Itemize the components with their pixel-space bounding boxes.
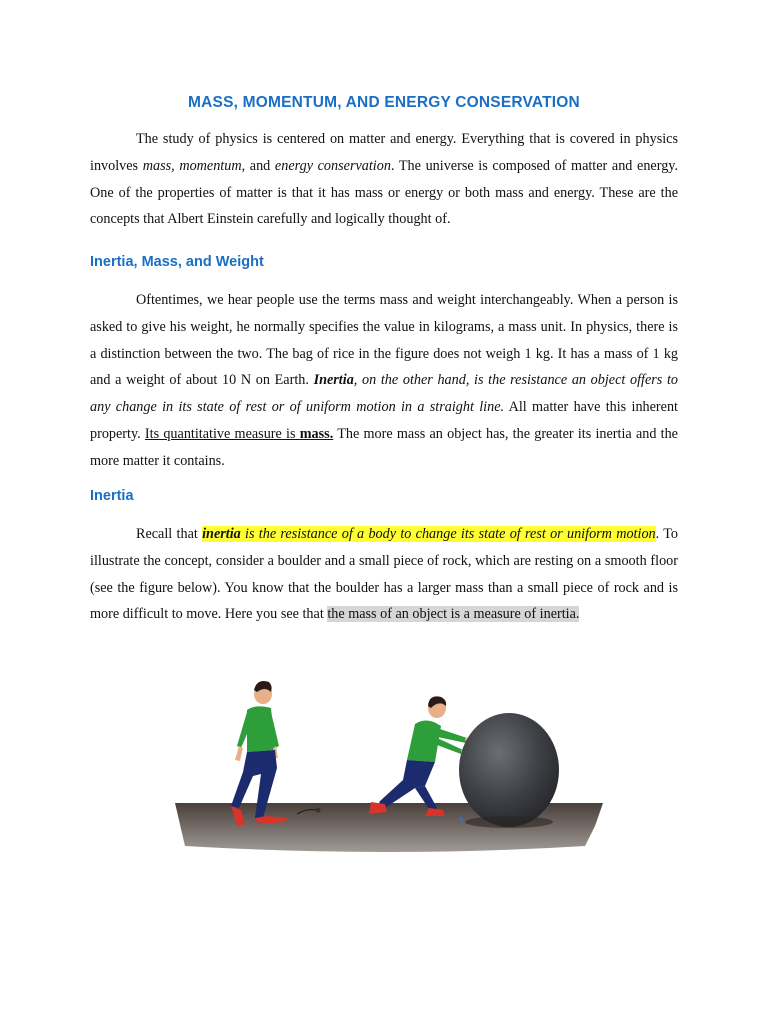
- heading-inertia: Inertia: [90, 488, 134, 504]
- text-run: Oftentimes, we hear people use the terms mass and weight interchangeably. When a person is asked to give his weight, he normally specifies the value in kilograms, a mass unit. In physics, there is a distinction between the two. The bag of rice in the figure does not weigh 1 kg. It has a mass of 1 kg and a weight of about 10 N on Earth.: [90, 292, 678, 389]
- term-energy-conservation: energy conservation: [274, 157, 391, 174]
- text-run: , and: [241, 157, 275, 174]
- term-momentum: momentum: [179, 157, 242, 174]
- text-run: is the resistance of a body to change its state of rest or uniform motion: [240, 526, 656, 542]
- mass-weight-paragraph: [90, 287, 678, 475]
- text-run: Its quantitative measure is: [144, 425, 300, 442]
- text-run: ,: [171, 157, 180, 174]
- heading-inertia-mass-weight: Inertia, Mass, and Weight: [90, 254, 264, 270]
- inertia-paragraph: [90, 521, 678, 628]
- term-inertia: Inertia: [313, 372, 354, 389]
- text-run: The more mass an object has, the greater its inertia and the more matter it contains.: [90, 425, 678, 469]
- inertia-illustration: [175, 676, 603, 866]
- quantitative-measure-underlined: [145, 426, 333, 442]
- text-run: . The universe is composed of matter and energy. One of the properties of matter is that it has mass or energy or both mass and energy. These are the concepts that Albert Einstein carefully and logically thought of.: [90, 157, 679, 228]
- text-run: Recall that: [136, 526, 203, 542]
- text-run: The study of physics is centered on matter and energy. Everything that is covered in physics involves: [90, 131, 678, 174]
- page-title: MASS, MOMENTUM, AND ENERGY CONSERVATION: [188, 94, 580, 111]
- term-inertia: inertia: [202, 526, 241, 542]
- highlighted-inertia-definition: [202, 526, 656, 542]
- term-mass-bold: mass.: [299, 425, 334, 442]
- intro-paragraph: [90, 126, 678, 233]
- text-run: All matter have this inherent property.: [90, 399, 678, 442]
- text-run: . To illustrate the concept, consider a boulder and a small piece of rock, which are resting on a smooth floor (see the figure below). You know that the boulder has a larger mass than a small piece of rock and is more difficult to move. Here you see that: [90, 526, 678, 623]
- inertia-definition: , on the other hand, is the resistance an object offers to any change in its state of rest or of uniform motion in a straight line.: [90, 372, 679, 416]
- highlighted-mass-measure: the mass of an object is a measure of inertia.: [327, 606, 580, 623]
- term-mass: mass: [142, 157, 172, 174]
